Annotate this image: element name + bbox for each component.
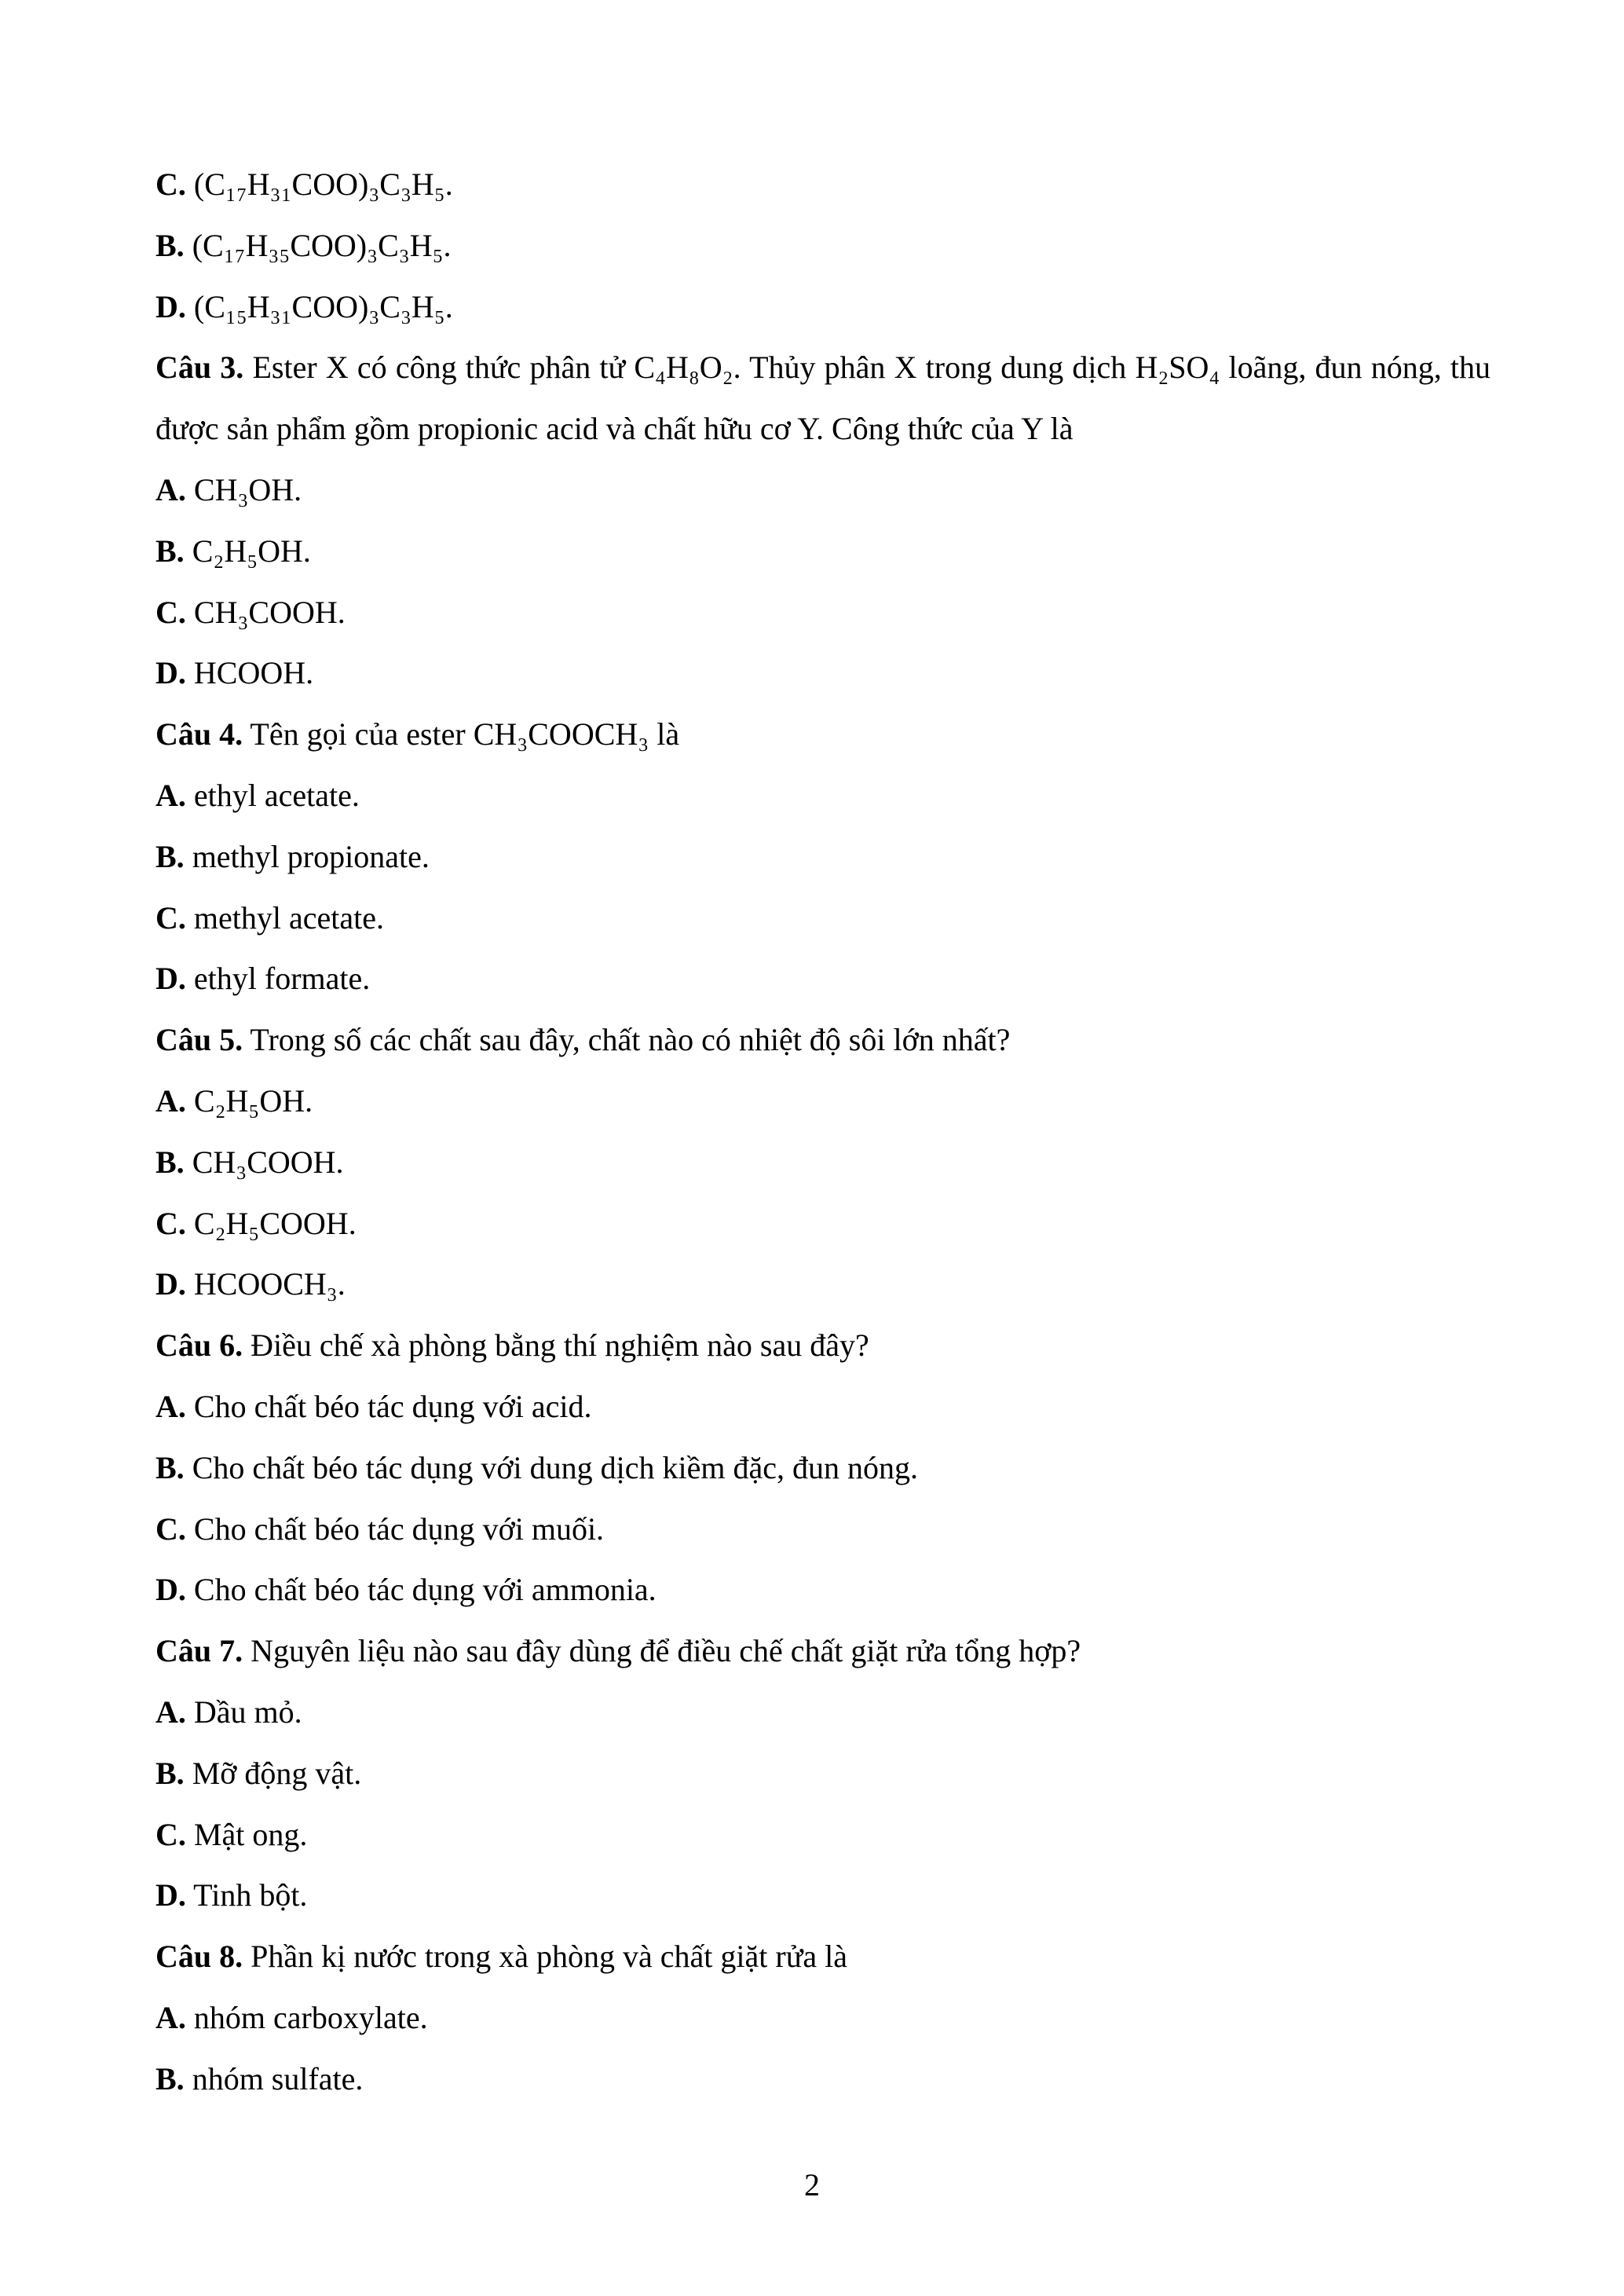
option-text: Mỡ động vật. (192, 1755, 362, 1791)
option-text: CH₃COOH. (193, 594, 346, 630)
option-letter: A. (155, 471, 186, 507)
page-number: 2 (804, 2167, 820, 2203)
option-line (155, 1071, 1490, 1132)
question-text: Nguyên liệu nào sau đây dùng để điều chế chất giặt rửa tổng hợp? (251, 1633, 1081, 1669)
option-letter: B. (155, 838, 185, 874)
option-letter: A. (155, 1694, 186, 1730)
option-letter: D. (155, 655, 186, 691)
option-text: Cho chất béo tác dụng với acid. (193, 1388, 592, 1424)
option-letter: D. (155, 1266, 186, 1302)
option-text: CH₃OH. (193, 471, 302, 507)
question-number: Câu 4. (155, 716, 243, 753)
option-line (155, 1743, 1490, 1804)
option-text: nhóm sulfate. (192, 2060, 364, 2096)
option-line (155, 582, 1490, 643)
question-4 (155, 704, 1490, 765)
option-text: HCOOCH₃. (193, 1266, 346, 1302)
option-text: Dầu mỏ. (193, 1694, 302, 1730)
option-text: (C₁₇H₃₁COO)₃C₃H₅. (193, 167, 453, 202)
option-text: Cho chất béo tác dụng với ammonia. (193, 1572, 657, 1608)
option-letter: D. (155, 961, 186, 997)
option-letter: C. (155, 1205, 186, 1241)
option-line (155, 1865, 1490, 1926)
option-text: C₂H₅COOH. (193, 1205, 357, 1241)
option-text: Cho chất béo tác dụng với muối. (193, 1511, 605, 1547)
question-7 (155, 1620, 1490, 1682)
option-letter: D. (155, 1572, 186, 1608)
option-letter: A. (155, 1082, 186, 1119)
option-letter: C. (155, 1511, 186, 1547)
option-line (155, 643, 1490, 704)
option-text: methyl propionate. (192, 838, 430, 874)
option-text: nhóm carboxylate. (193, 1999, 428, 2035)
option-letter: B. (155, 1755, 185, 1791)
option-line (155, 1804, 1490, 1866)
option-line (155, 1376, 1490, 1437)
option-text: C₂H₅OH. (192, 533, 311, 569)
question-number: Câu 3. (155, 350, 244, 386)
question-text: Điều chế xà phòng bằng thí nghiệm nào sau đây? (251, 1327, 869, 1364)
question-6 (155, 1315, 1490, 1376)
question-number: Câu 8. (155, 1939, 243, 1975)
question-5 (155, 1009, 1490, 1071)
question-8 (155, 1926, 1490, 1987)
option-letter: B. (155, 1449, 185, 1485)
option-text: ethyl acetate. (193, 777, 360, 813)
option-line (155, 1499, 1490, 1560)
option-line (155, 948, 1490, 1009)
option-letter: B. (155, 533, 185, 569)
option-text: CH₃COOH. (192, 1144, 344, 1180)
option-line (155, 521, 1490, 582)
option-line (155, 826, 1490, 888)
option-text: Mật ong. (193, 1816, 308, 1852)
option-letter: A. (155, 1999, 186, 2035)
option-text: Cho chất béo tác dụng với dung dịch kiềm đặc, đun nóng. (192, 1449, 918, 1485)
option-line (155, 765, 1490, 826)
option-letter: B. (155, 227, 185, 263)
option-letter: C. (155, 594, 186, 630)
option-line (155, 276, 1490, 338)
question-text: Phần kị nước trong xà phòng và chất giặt rửa là (251, 1939, 848, 1975)
option-line (155, 1132, 1490, 1193)
option-letter: A. (155, 1388, 186, 1424)
option-line (155, 1193, 1490, 1254)
option-letter: C. (155, 899, 186, 936)
option-text: (C₁₇H₃₅COO)₃C₃H₅. (192, 227, 452, 263)
option-line (155, 460, 1490, 521)
option-line (155, 1682, 1490, 1743)
question-number: Câu 6. (155, 1327, 243, 1364)
option-letter: D. (155, 1877, 186, 1913)
option-letter: D. (155, 288, 186, 324)
question-text: Ester X có công thức phân tử C₄H₈O₂. Thủy phân X trong dung dịch H₂SO₄ loãng, đun nóng, thu được sản phẩm gồm propionic acid và chất hữu cơ Y. Công thức của Y là (155, 350, 1491, 447)
option-letter: C. (155, 167, 186, 202)
option-letter: C. (155, 1816, 186, 1852)
question-number: Câu 5. (155, 1022, 243, 1058)
option-text: C₂H₅OH. (193, 1082, 313, 1119)
option-line (155, 154, 1490, 215)
question-3 (155, 337, 1490, 460)
option-letter: B. (155, 2060, 185, 2096)
option-line (155, 1559, 1490, 1620)
question-text: Tên gọi của ester CH₃COOCH₃ là (250, 716, 680, 753)
option-letter: A. (155, 777, 186, 813)
option-line (155, 1254, 1490, 1315)
option-text: (C₁₅H₃₁COO)₃C₃H₅. (193, 288, 453, 324)
option-text: ethyl formate. (193, 961, 371, 997)
question-number: Câu 7. (155, 1633, 243, 1669)
option-letter: B. (155, 1144, 185, 1180)
option-text: HCOOH. (193, 655, 314, 691)
option-line (155, 1437, 1490, 1499)
question-text: Trong số các chất sau đây, chất nào có nhiệt độ sôi lớn nhất? (250, 1022, 1011, 1058)
option-line (155, 215, 1490, 276)
option-text: methyl acetate. (193, 899, 384, 936)
option-line (155, 2049, 1490, 2110)
option-line (155, 1987, 1490, 2049)
option-text: Tinh bột. (193, 1877, 308, 1913)
document-page (155, 154, 1490, 2110)
option-line (155, 888, 1490, 949)
